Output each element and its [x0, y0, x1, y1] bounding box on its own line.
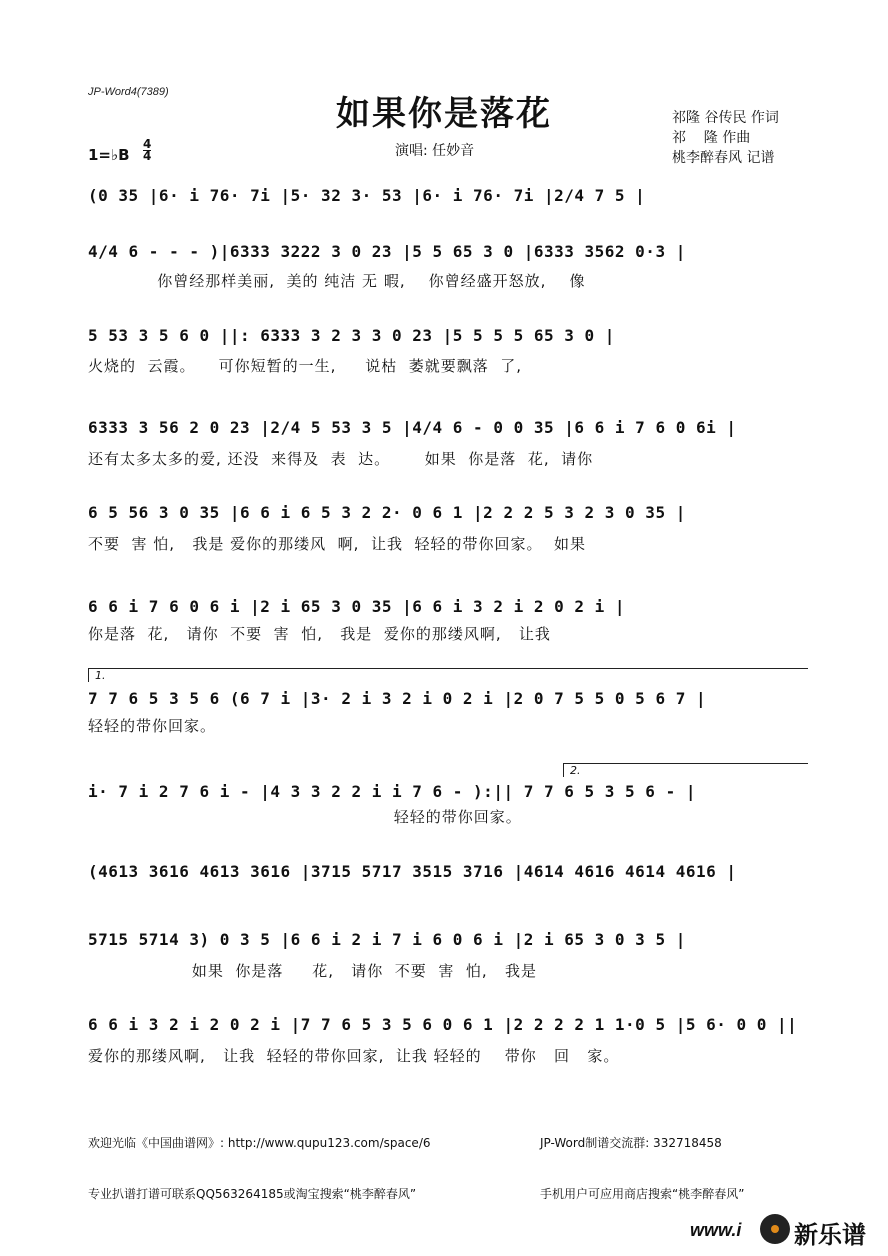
meter-bottom: 4	[143, 149, 152, 163]
lyric-line-10: 如果 你是落 花, 请你 不要 害 怕, 我是	[88, 962, 537, 980]
lyric-line-3: 火烧的 云霞。 可你短暂的一生, 说枯 萎就要飘落 了,	[88, 357, 523, 375]
footer-site-link: 欢迎光临《中国曲谱网》: http://www.qupu123.com/space/6	[88, 1136, 431, 1150]
singer-label: 演唱: 任妙音	[395, 143, 475, 159]
song-title: 如果你是落花	[336, 94, 552, 134]
notation-line-3: 5 53 3 5 6 0 ||: 6333 3 2 3 3 0 23 |5 5 5 5 65 3 0 |	[88, 326, 615, 345]
lyric-line-4: 还有太多太多的爱, 还没 来得及 表 达。 如果 你是落 花, 请你	[88, 450, 594, 468]
site-logo	[690, 1212, 880, 1248]
composer-credit: 祁 隆 作曲	[672, 130, 751, 146]
meter-top: 4	[143, 137, 152, 151]
notation-line-7: 7 7 6 5 3 5 6 (6 7 i |3· 2 i 3 2 i 0 2 i |2 0 7 5 5 0 5 6 7 |	[88, 689, 707, 708]
first-ending-bracket: 1.	[88, 668, 808, 682]
notation-line-5: 6 5 56 3 0 35 |6 6 i 6 5 3 2 2· 0 6 1 |2 2 2 5 3 2 3 0 35 |	[88, 503, 686, 522]
record-disc-icon	[760, 1214, 790, 1244]
footer-group: JP-Word制谱交流群: 332718458	[540, 1136, 722, 1150]
notation-line-10: 5715 5714 3) 0 3 5 |6 6 i 2 i 7 i 6 0 6 i |2 i 65 3 0 3 5 |	[88, 930, 686, 949]
footer-left	[88, 1101, 431, 1220]
lyric-line-6: 你是落 花, 请你 不要 害 怕, 我是 爱你的那缕风啊, 让我	[88, 625, 551, 643]
second-ending-bracket: 2.	[563, 763, 808, 777]
credits-block	[672, 108, 779, 168]
lyric-line-7: 轻轻的带你回家。	[88, 717, 217, 735]
lyric-line-5: 不要 害 怕, 我是 爱你的那缕风 啊, 让我 轻轻的带你回家。 如果	[88, 535, 587, 553]
key-signature: 1=♭B	[88, 146, 130, 164]
notation-line-8: i· 7 i 2 7 6 i - |4 3 3 2 2 i i 7 6 - ):|| 7 7 6 5 3 5 6 - |	[88, 782, 696, 801]
time-signature	[143, 139, 151, 162]
logo-web-text: www.i	[690, 1220, 742, 1240]
notation-line-1: (0 35 |6· i 76· 7i |5· 32 3· 53 |6· i 76· 7i |2/4 7 5 |	[88, 186, 646, 205]
lyric-line-11: 爱你的那缕风啊, 让我 轻轻的带你回家, 让我 轻轻的 带你 回 家。	[88, 1047, 620, 1065]
notation-line-9: (4613 3616 4613 3616 |3715 5717 3515 3716 |4614 4616 4614 4616 |	[88, 862, 737, 881]
logo-brand-text: 新乐谱	[794, 1221, 866, 1249]
footer-contact: 专业扒谱打谱可联系QQ563264185或淘宝搜索“桃李醉春风”	[88, 1187, 417, 1201]
notation-line-11: 6 6 i 3 2 i 2 0 2 i |7 7 6 5 3 5 6 0 6 1 |2 2 2 2 1 1·0 5 |5 6· 0 0 ||	[88, 1015, 798, 1034]
source-tag: JP-Word4(7389)	[88, 86, 169, 98]
lyric-line-8: 轻轻的带你回家。	[88, 808, 522, 826]
notation-line-2: 4/4 6 - - - )|6333 3222 3 0 23 |5 5 65 3 0 |6333 3562 0·3 |	[88, 242, 686, 261]
footer-right	[540, 1101, 744, 1220]
notation-line-6: 6 6 i 7 6 0 6 i |2 i 65 3 0 35 |6 6 i 3 2 i 2 0 2 i |	[88, 597, 626, 616]
footer-app: 手机用户可应用商店搜索“桃李醉春风”	[540, 1187, 745, 1201]
lyricist-credit: 祁隆 谷传民 作词	[672, 110, 779, 126]
notation-line-4: 6333 3 56 2 0 23 |2/4 5 53 3 5 |4/4 6 - 0 0 35 |6 6 i 7 6 0 6i |	[88, 418, 737, 437]
transcriber-credit: 桃李醉春风 记谱	[672, 150, 775, 166]
lyric-line-2: 你曾经那样美丽, 美的 纯洁 无 暇, 你曾经盛开怒放, 像	[88, 272, 586, 290]
